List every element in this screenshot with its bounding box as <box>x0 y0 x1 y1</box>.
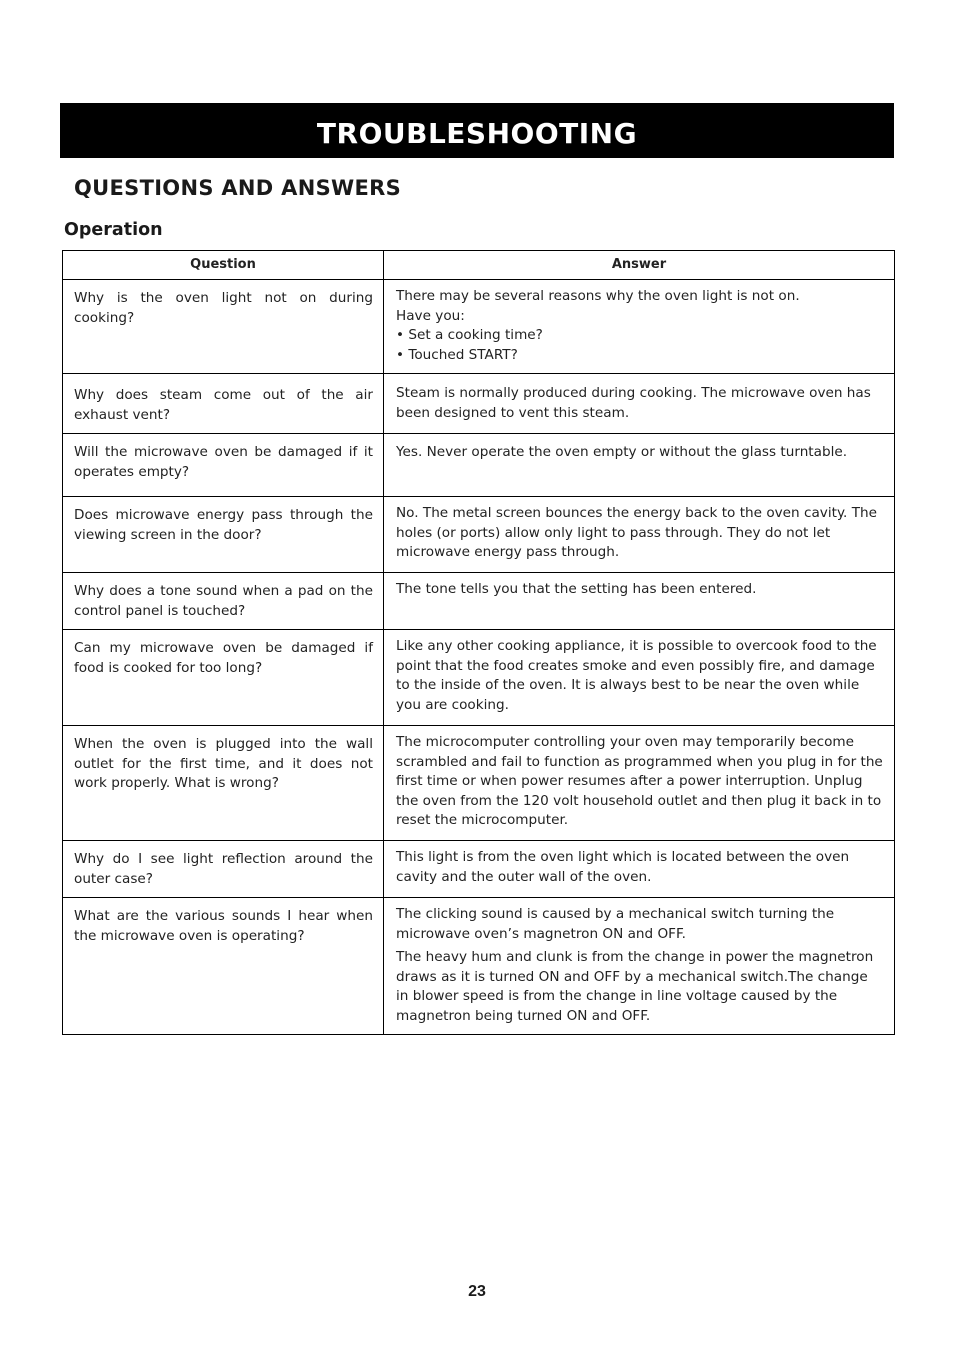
answer-line: Have you: <box>396 307 465 324</box>
page-number: 23 <box>468 1283 486 1300</box>
question-cell: Why does a tone sound when a pad on the control panel is touched? <box>74 583 373 619</box>
table-row <box>63 497 895 573</box>
answer-cell: No. The metal screen bounces the energy back to the oven cavity. The holes (or ports) allow only light to pass through. They do not let microwave energy pass through. <box>396 505 877 560</box>
section-title: QUESTIONS AND ANSWERS <box>74 176 402 200</box>
answer-cell: Yes. Never operate the oven empty or without the glass turntable. <box>396 444 848 460</box>
question-cell: Can my microwave oven be damaged if food is cooked for too long? <box>74 640 373 676</box>
answer-paragraph: The heavy hum and clunk is from the change in power the magnetron draws as it is turned ON and OFF by a mechanical switch.The change in blower speed is from the change in line voltage caused by the magnetron being turned ON and OFF. <box>396 949 874 1024</box>
question-cell: What are the various sounds I hear when the microwave oven is operating? <box>74 908 373 944</box>
table-row <box>63 726 895 841</box>
question-column-header: Question <box>63 251 384 280</box>
question-cell: When the oven is plugged into the wall outlet for the first time, and it does not work properly. What is wrong? <box>74 736 373 791</box>
answer-line: • Set a cooking time? <box>396 327 543 343</box>
table-row <box>63 573 895 630</box>
question-cell: Why do I see light reflection around the outer case? <box>74 851 373 887</box>
question-cell: Will the microwave oven be damaged if it operates empty? <box>74 444 373 480</box>
qa-table <box>62 250 895 1035</box>
answer-column-header: Answer <box>384 251 895 280</box>
answer-cell: This light is from the oven light which is located between the oven cavity and the outer wall of the oven. <box>396 849 850 885</box>
answer-line: There may be several reasons why the oven light is not on. <box>396 288 800 304</box>
table-row <box>63 280 895 374</box>
table-row <box>63 898 895 1035</box>
answer-cell: The tone tells you that the setting has been entered. <box>396 581 757 597</box>
answer-paragraph: The clicking sound is caused by a mechanical switch turning the microwave oven’s magnetron ON and OFF. <box>396 906 835 942</box>
table-row <box>63 374 895 434</box>
table-header-row <box>63 251 895 280</box>
page-banner-title: TROUBLESHOOTING <box>60 103 894 158</box>
answer-line: • Touched START? <box>396 346 518 363</box>
table-row <box>63 434 895 497</box>
question-cell: Why does steam come out of the air exhaust vent? <box>74 387 373 423</box>
question-cell: Does microwave energy pass through the viewing screen in the door? <box>74 507 373 543</box>
question-cell: Why is the oven light not on during cooking? <box>74 290 373 326</box>
answer-cell <box>384 898 894 1034</box>
answer-cell: The microcomputer controlling your oven may temporarily become scrambled and fail to function as programmed when you plug in for the first time or when power resumes after a power interruption. Unplug the oven from the 120 volt household outlet and then plug it back in to reset the microcomputer. <box>396 734 883 828</box>
answer-cell: Like any other cooking appliance, it is possible to overcook food to the point that the food creates smoke and even possibly fire, and damage to the inside of the oven. It is always best to be near the oven while you are cooking. <box>396 638 877 713</box>
answer-cell: Steam is normally produced during cooking. The microwave oven has been designed to vent this steam. <box>396 385 871 421</box>
subsection-title: Operation <box>64 220 163 240</box>
answer-cell <box>384 280 894 373</box>
table-row <box>63 630 895 726</box>
table-row <box>63 841 895 898</box>
